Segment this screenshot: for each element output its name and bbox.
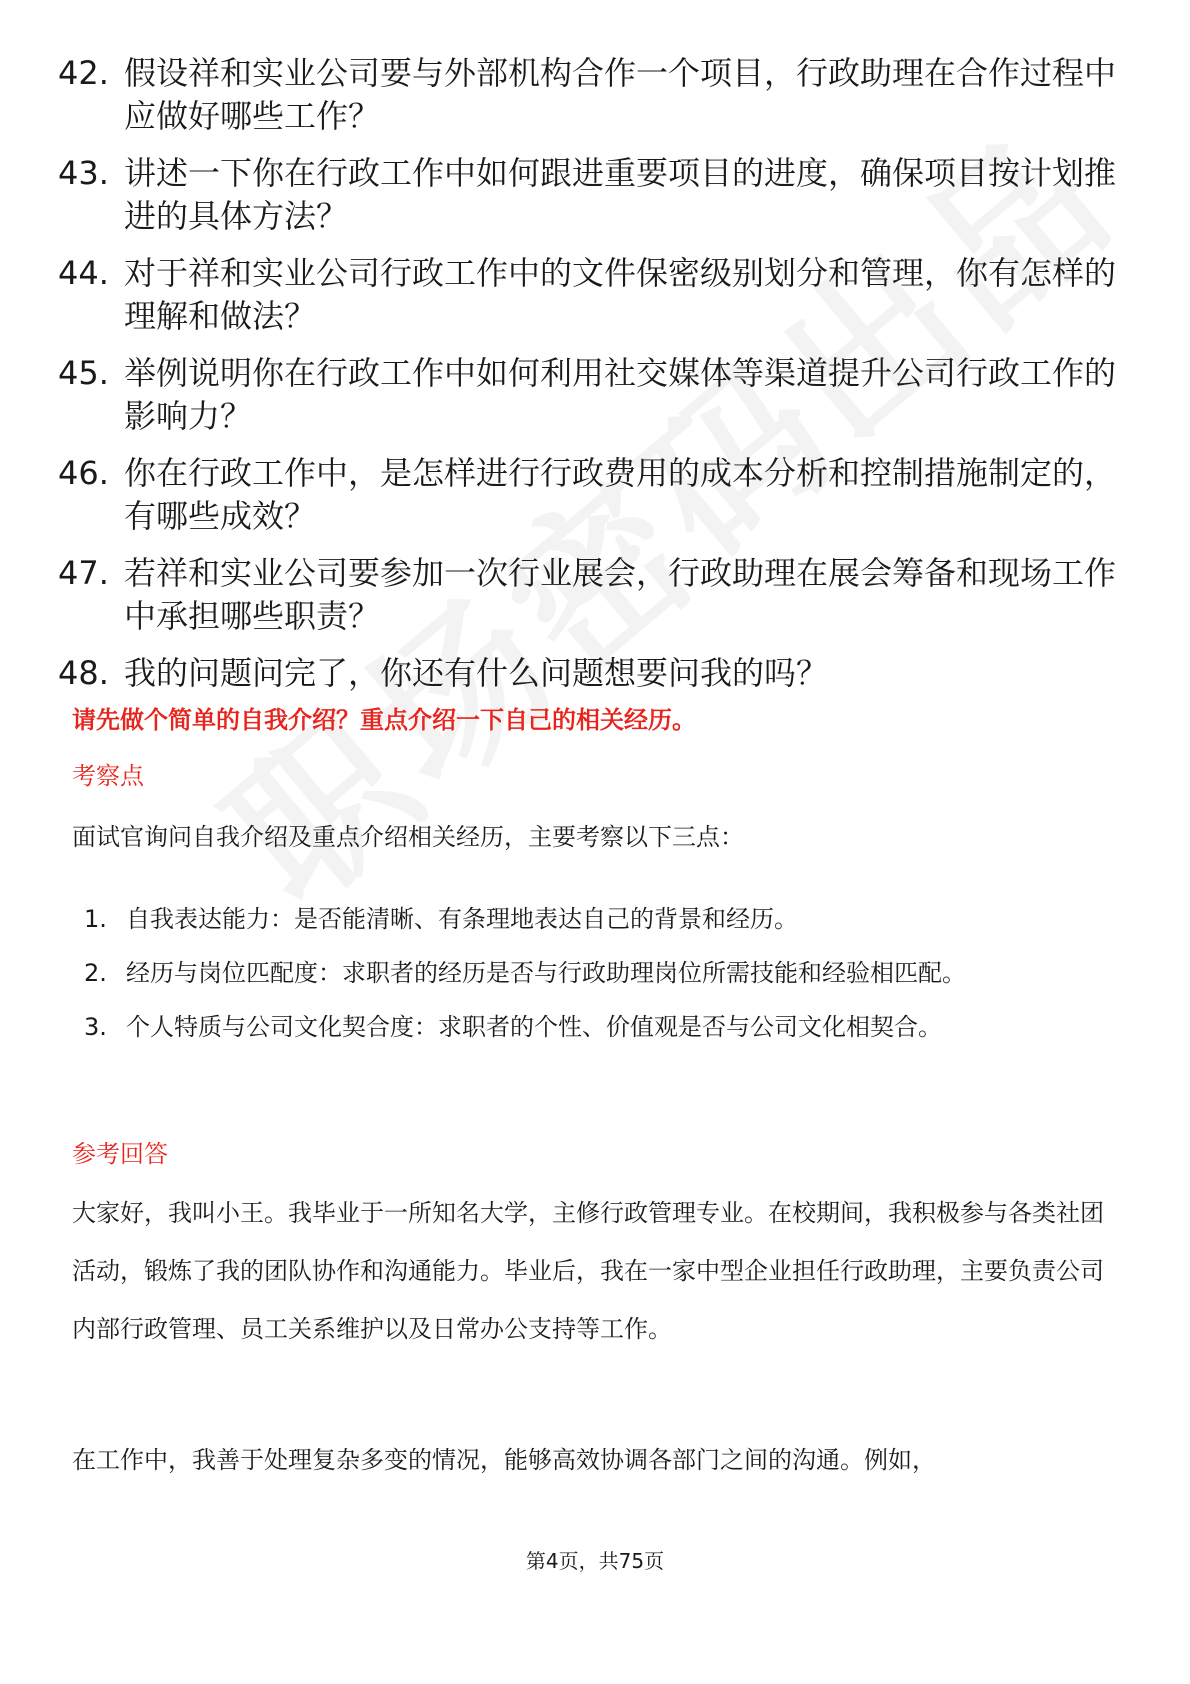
question-item [58, 552, 1118, 638]
question-text: 讲述一下你在行政工作中如何跟进重要项目的进度，确保项目按计划推进的具体方法？ [124, 154, 1117, 235]
question-text: 若祥和实业公司要参加一次行业展会，行政助理在展会筹备和现场工作中承担哪些职责？ [124, 554, 1117, 635]
kaocha-heading: 考察点 [72, 762, 144, 790]
question-text: 对于祥和实业公司行政工作中的文件保密级别划分和管理，你有怎样的理解和做法？ [124, 254, 1117, 335]
kaocha-points [84, 892, 1114, 1054]
kaocha-intro: 面试官询问自我介绍及重点介绍相关经历，主要考察以下三点： [72, 823, 744, 851]
question-item [58, 452, 1118, 538]
question-text: 你在行政工作中，是怎样进行行政费用的成本分析和控制措施制定的，有哪些成效？ [124, 454, 1117, 535]
question-number: 43. [58, 154, 109, 192]
question-item [58, 152, 1118, 238]
question-number: 45. [58, 354, 109, 392]
point-text: 经历与岗位匹配度：求职者的经历是否与行政助理岗位所需技能和经验相匹配。 [126, 959, 966, 987]
question-item [58, 352, 1118, 438]
point-number: 3. [84, 1013, 107, 1041]
question-list [58, 52, 1118, 709]
question-number: 46. [58, 454, 109, 492]
point-item [84, 892, 1114, 946]
point-text: 自我表达能力：是否能清晰、有条理地表达自己的背景和经历。 [126, 905, 798, 933]
question-item [58, 652, 1118, 695]
main-question: 请先做个简单的自我介绍？重点介绍一下自己的相关经历。 [72, 706, 696, 734]
question-text: 假设祥和实业公司要与外部机构合作一个项目，行政助理在合作过程中应做好哪些工作？ [124, 54, 1117, 135]
page-footer: 第4页，共75页 [525, 1549, 665, 1573]
point-number: 1. [84, 905, 107, 933]
question-number: 44. [58, 254, 109, 292]
point-item [84, 1000, 1114, 1054]
point-item [84, 946, 1114, 1000]
answer-paragraph: 大家好，我叫小王。我毕业于一所知名大学，主修行政管理专业。在校期间，我积极参与各类社团活动，锻炼了我的团队协作和沟通能力。毕业后，我在一家中型企业担任行政助理，主要负责公司内部行政管理、员工关系维护以及日常办公支持等工作。 [72, 1199, 1104, 1343]
question-number: 47. [58, 554, 109, 592]
question-text: 我的问题问完了，你还有什么问题想要问我的吗？ [124, 654, 829, 692]
point-text: 个人特质与公司文化契合度：求职者的个性、价值观是否与公司文化相契合。 [126, 1013, 942, 1041]
point-number: 2. [84, 959, 107, 987]
question-item [58, 252, 1118, 338]
answer-heading: 参考回答 [72, 1140, 168, 1168]
question-number: 42. [58, 54, 109, 92]
question-text: 举例说明你在行政工作中如何利用社交媒体等渠道提升公司行政工作的影响力？ [124, 354, 1117, 435]
question-item [58, 52, 1118, 138]
answer-paragraph: 在工作中，我善于处理复杂多变的情况，能够高效协调各部门之间的沟通。例如， [72, 1446, 936, 1474]
question-number: 48. [58, 654, 109, 692]
